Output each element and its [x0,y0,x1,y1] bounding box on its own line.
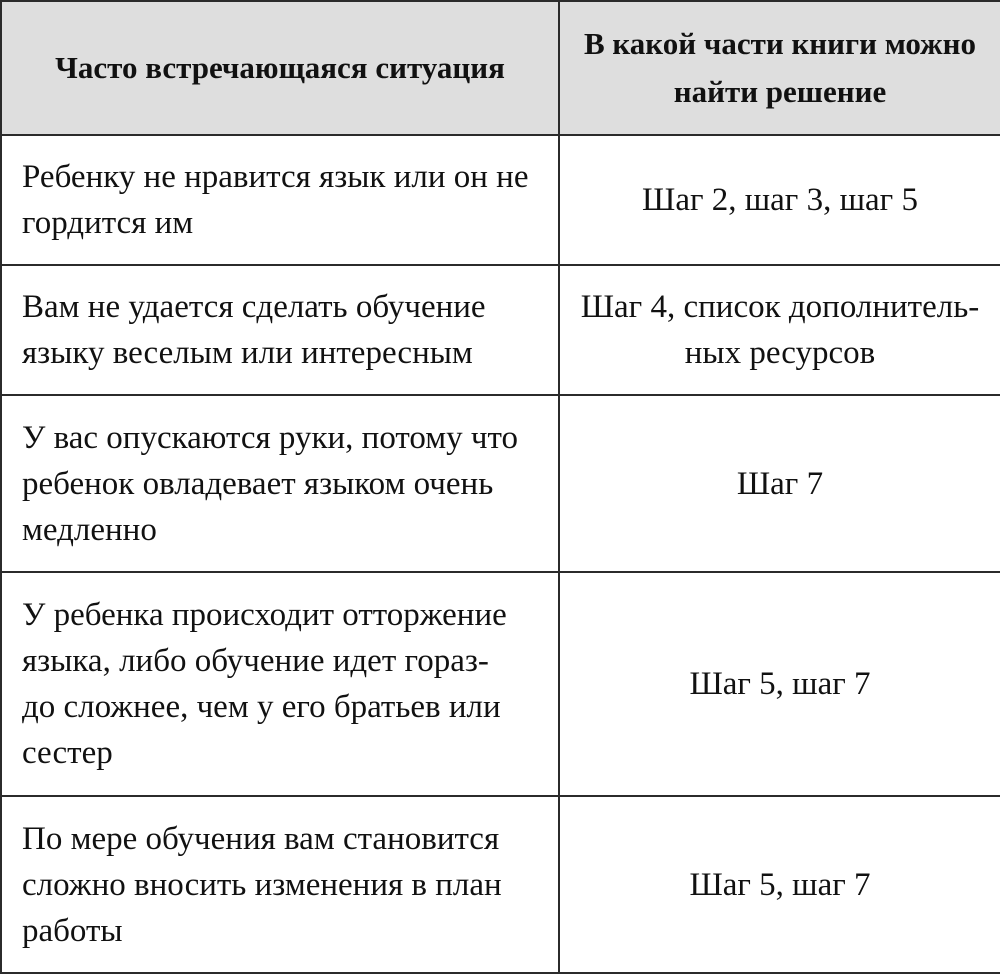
table-row [1,572,1000,796]
situation-line: гордится им [22,205,194,241]
where-line: ных ресурсов [684,335,876,371]
table-row [1,796,1000,973]
situation-line: У вас опускаются руки, потому что [22,419,518,456]
situation-line: сложно вносить изменения в план [22,866,502,903]
table-row [1,265,1000,395]
where-line: Шаг 5, шаг 7 [689,666,871,702]
where-line: Шаг 7 [736,465,824,502]
situation-line: до сложнее, чем у его братьев или [22,689,501,725]
where-cell [559,572,1000,796]
where-line: Шаг 2, шаг 3, шаг 5 [642,182,918,218]
header-where [559,1,1000,135]
situation-line: языка, либо обучение идет гораз- [22,643,489,679]
where-cell [559,265,1000,395]
where-line: Шаг 5, шаг 7 [689,866,871,903]
header-where-line-2: найти решение [673,74,887,109]
where-cell [559,395,1000,572]
situation-cell [1,572,559,796]
header-situation [1,1,559,135]
table-row [1,135,1000,265]
where-line: Шаг 4, список дополнитель- [580,289,980,325]
situation-line: ребенок овладевает языком очень [22,465,494,502]
situation-cell [1,135,559,265]
situation-line: У ребенка происходит отторжение [22,597,507,633]
where-cell [559,796,1000,973]
situation-line: Вам не удается сделать обучение [22,289,486,325]
situation-cell [1,265,559,395]
situation-cell [1,395,559,572]
situation-line: По мере обучения вам становится [22,820,500,857]
header-situation-text: Часто встречающаяся ситуация [55,50,505,85]
header-where-line-1: В какой части книги можно [583,26,976,61]
situation-line: работы [22,912,123,949]
table-row [1,395,1000,572]
situation-line: сестер [22,735,113,771]
table-header-row [1,1,1000,135]
situation-line: языку веселым или интересным [22,335,473,371]
situation-cell [1,796,559,973]
situation-line: медленно [22,511,157,548]
where-cell [559,135,1000,265]
situation-line: Ребенку не нравится язык или он не [22,159,529,195]
